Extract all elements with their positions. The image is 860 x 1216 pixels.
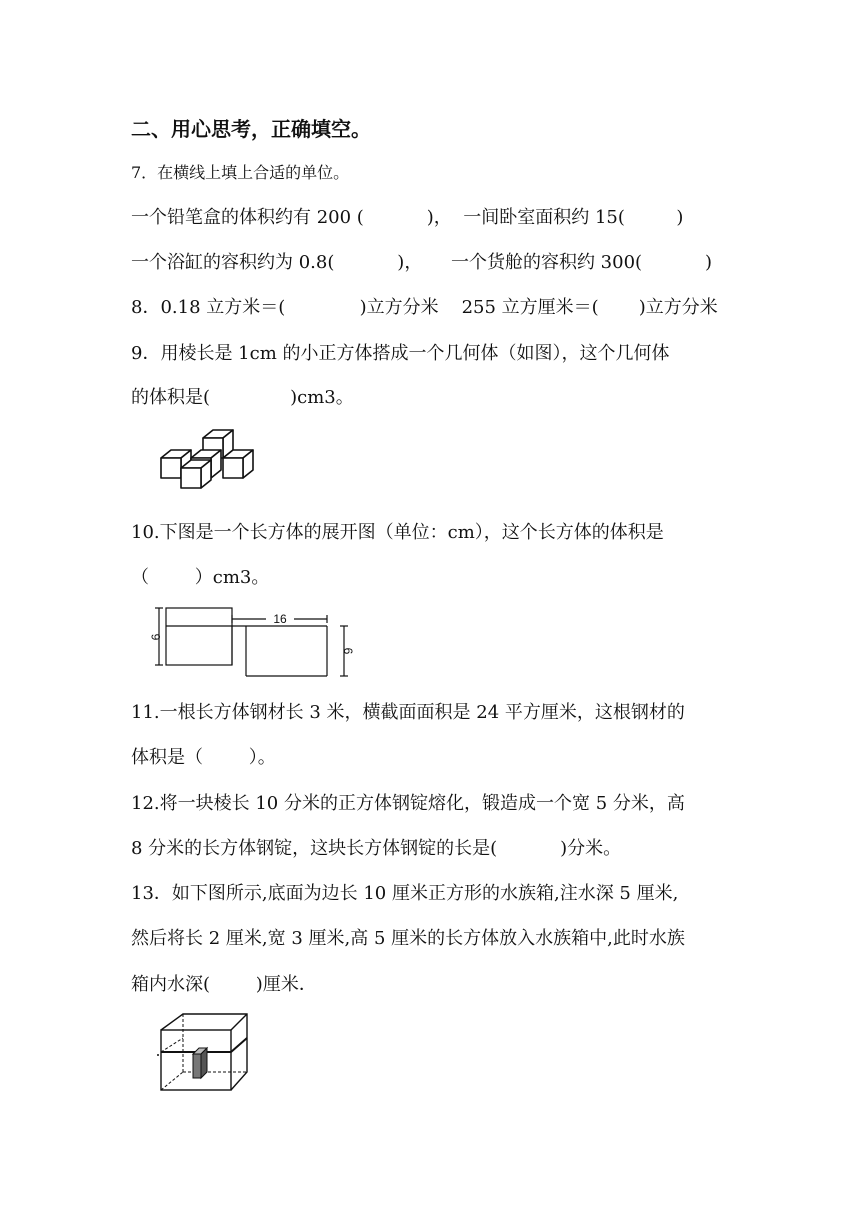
q10-label-6-right: 6 xyxy=(341,647,355,655)
q11-line2: 体积是（ ）。 xyxy=(131,747,276,768)
q7-line1: 一个铅笔盒的体积约有 200 ( )， 一间卧室面积约 15( ) xyxy=(131,207,684,228)
q9-line2: 的体积是( )cm3。 xyxy=(131,387,354,408)
q13-aquarium-figure xyxy=(155,1010,255,1092)
q10-net-figure xyxy=(149,604,357,676)
q12-line2: 8 分米的长方体钢锭，这块长方体钢锭的长是( )分米。 xyxy=(131,838,622,859)
q13-line3: 箱内水深( )厘米． xyxy=(131,974,317,995)
q10-line1: 10.下图是一个长方体的展开图（单位：cm），这个长方体的体积是 xyxy=(131,522,664,543)
q10-label-6-left: 6 xyxy=(149,633,163,641)
q11-line1: 11.一根长方体钢材长 3 米，横截面面积是 24 平方厘米，这根钢材的 xyxy=(131,702,685,723)
q8-text: 8．0.18 立方米＝( )立方分米 255 立方厘米＝( )立方分米 xyxy=(131,297,718,318)
q9-line1: 9．用棱长是 1cm 的小正方体搭成一个几何体（如图），这个几何体 xyxy=(131,343,670,364)
q9-cube-figure xyxy=(155,428,260,498)
q10-line2: （ ）cm3。 xyxy=(131,567,270,588)
q13-line1: 13．如下图所示,底面为边长 10 厘米正方形的水族箱,注水深 5 厘米, xyxy=(131,883,679,904)
q7-prompt: 7．在横线上填上合适的单位。 xyxy=(131,163,350,182)
q7-line2: 一个浴缸的容积约为 0.8( )， 一个货舱的容积约 300( ) xyxy=(131,252,712,273)
q13-line2: 然后将长 2 厘米,宽 3 厘米,高 5 厘米的长方体放入水族箱中,此时水族 xyxy=(131,928,685,949)
section-title: 二、用心思考，正确填空。 xyxy=(131,117,371,141)
q10-label-16: 16 xyxy=(273,612,287,626)
q12-line1: 12.将一块棱长 10 分米的正方体钢锭熔化，锻造成一个宽 5 分米，高 xyxy=(131,793,685,814)
